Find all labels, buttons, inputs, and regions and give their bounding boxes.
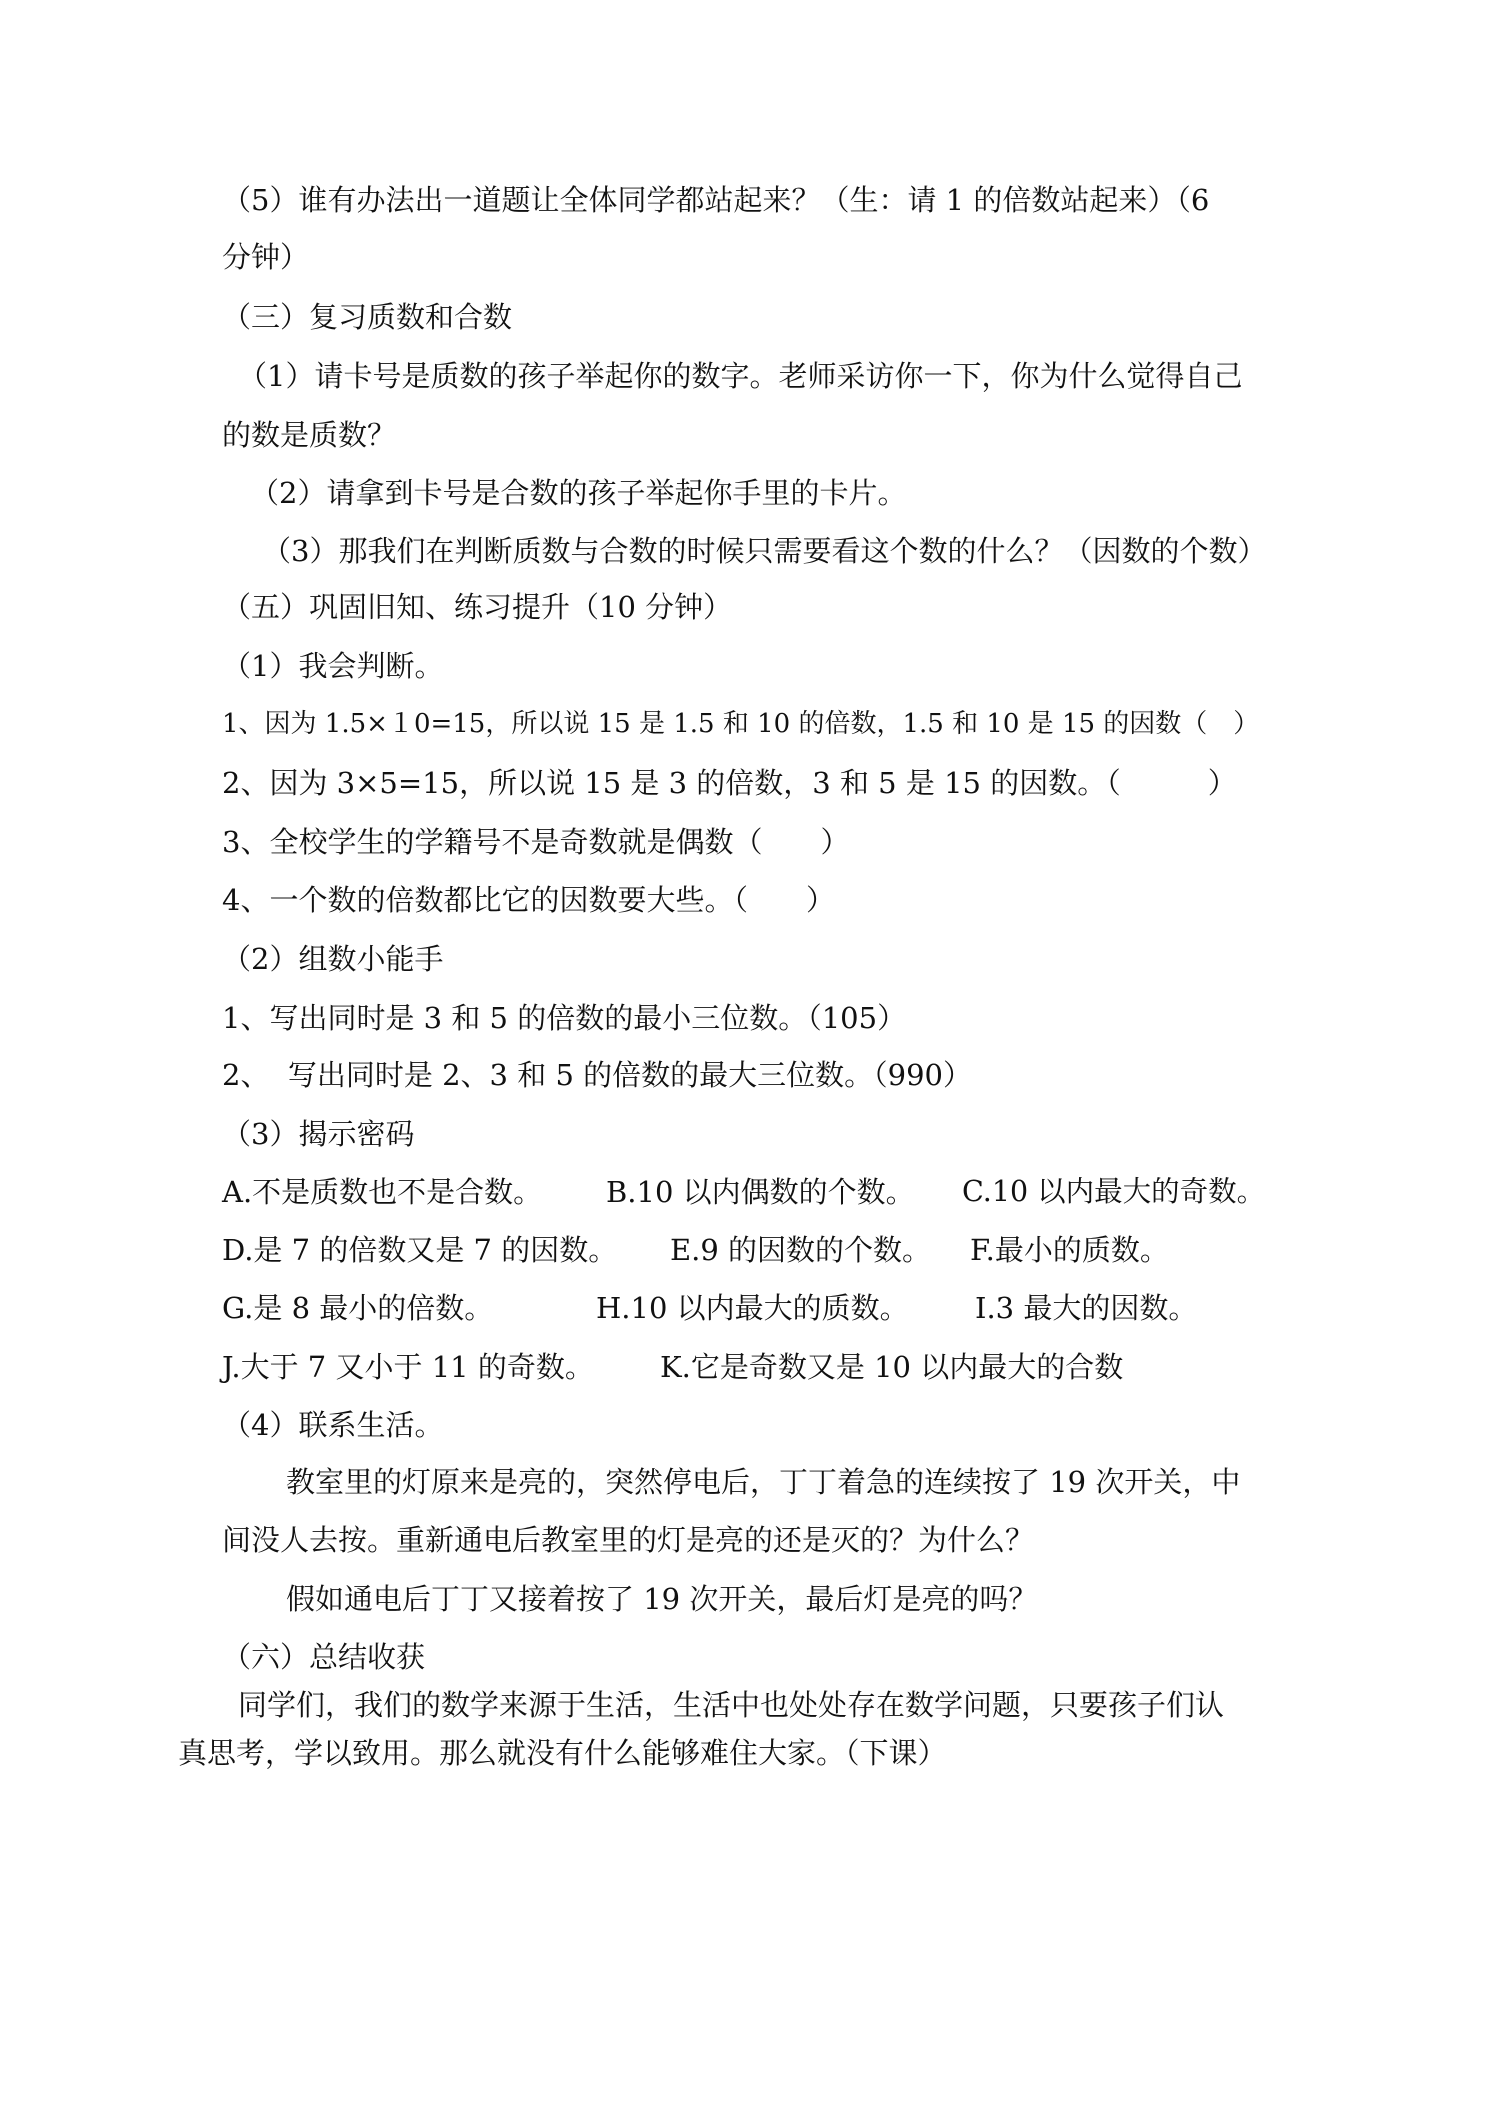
option-i: I.3 最大的因数。 [975, 1291, 1198, 1325]
option-e: E.9 的因数的个数。 [670, 1233, 932, 1267]
section-heading: （五）巩固旧知、练习提升（10 分钟） [222, 590, 733, 624]
option-c: C.10 以内最大的奇数。 [962, 1175, 1266, 1208]
text-line: 2、因为 3×5=15，所以说 15 是 3 的倍数，3 和 5 是 15 的因数。（ ） [222, 766, 1237, 800]
text-line: 的数是质数？ [222, 418, 397, 452]
subsection-heading: （1）我会判断。 [222, 649, 444, 683]
subsection-heading: （2）组数小能手 [222, 942, 444, 976]
text-line: 真思考，学以致用。那么就没有什么能够难住大家。（下课） [178, 1736, 947, 1770]
text-line: 同学们，我们的数学来源于生活，生活中也处处存在数学问题，只要孩子们认 [238, 1688, 1225, 1722]
text-line: 假如通电后丁丁又接着按了 19 次开关，最后灯是亮的吗？ [286, 1582, 1038, 1616]
text-line: 教室里的灯原来是亮的，突然停电后，丁丁着急的连续按了 19 次开关，中 [286, 1465, 1241, 1499]
text-line: 1、因为 1.5×１0=15，所以说 15 是 1.5 和 10 的倍数，1.5 和 10 是 15 的因数（ ） [222, 709, 1260, 739]
text-line: 1、写出同时是 3 和 5 的倍数的最小三位数。（105） [222, 1001, 907, 1035]
text-line: （2）请拿到卡号是合数的孩子举起你手里的卡片。 [250, 476, 907, 510]
subsection-heading: （4）联系生活。 [222, 1408, 444, 1442]
text-line: （1）请卡号是质数的孩子举起你的数字。老师采访你一下，你为什么觉得自己 [238, 359, 1243, 393]
option-f: F.最小的质数。 [970, 1233, 1169, 1267]
text-line: 间没人去按。重新通电后教室里的灯是亮的还是灭的？为什么？ [222, 1523, 1035, 1557]
option-j: J.大于 7 又小于 11 的奇数。 [222, 1350, 594, 1384]
option-b: B.10 以内偶数的个数。 [606, 1175, 915, 1209]
text-line: 4、一个数的倍数都比它的因数要大些。（ ） [222, 883, 835, 917]
text-line: 2、 写出同时是 2、3 和 5 的倍数的最大三位数。（990） [222, 1058, 972, 1092]
text-line: （5）谁有办法出一道题让全体同学都站起来？（生：请 1 的倍数站起来）（6 [222, 183, 1210, 217]
option-a: A.不是质数也不是合数。 [222, 1175, 543, 1209]
text-line: 分钟） [222, 240, 310, 274]
section-heading: （三）复习质数和合数 [222, 300, 513, 334]
text-line: 3、全校学生的学籍号不是奇数就是偶数（ ） [222, 825, 850, 859]
option-h: H.10 以内最大的质数。 [596, 1291, 909, 1325]
text-line: （3）那我们在判断质数与合数的时候只需要看这个数的什么？（因数的个数） [262, 534, 1267, 568]
section-heading: （六）总结收获 [222, 1640, 426, 1674]
option-k: K.它是奇数又是 10 以内最大的合数 [660, 1350, 1124, 1384]
subsection-heading: （3）揭示密码 [222, 1117, 415, 1151]
option-d: D.是 7 的倍数又是 7 的因数。 [222, 1233, 618, 1267]
option-g: G.是 8 最小的倍数。 [222, 1291, 494, 1325]
